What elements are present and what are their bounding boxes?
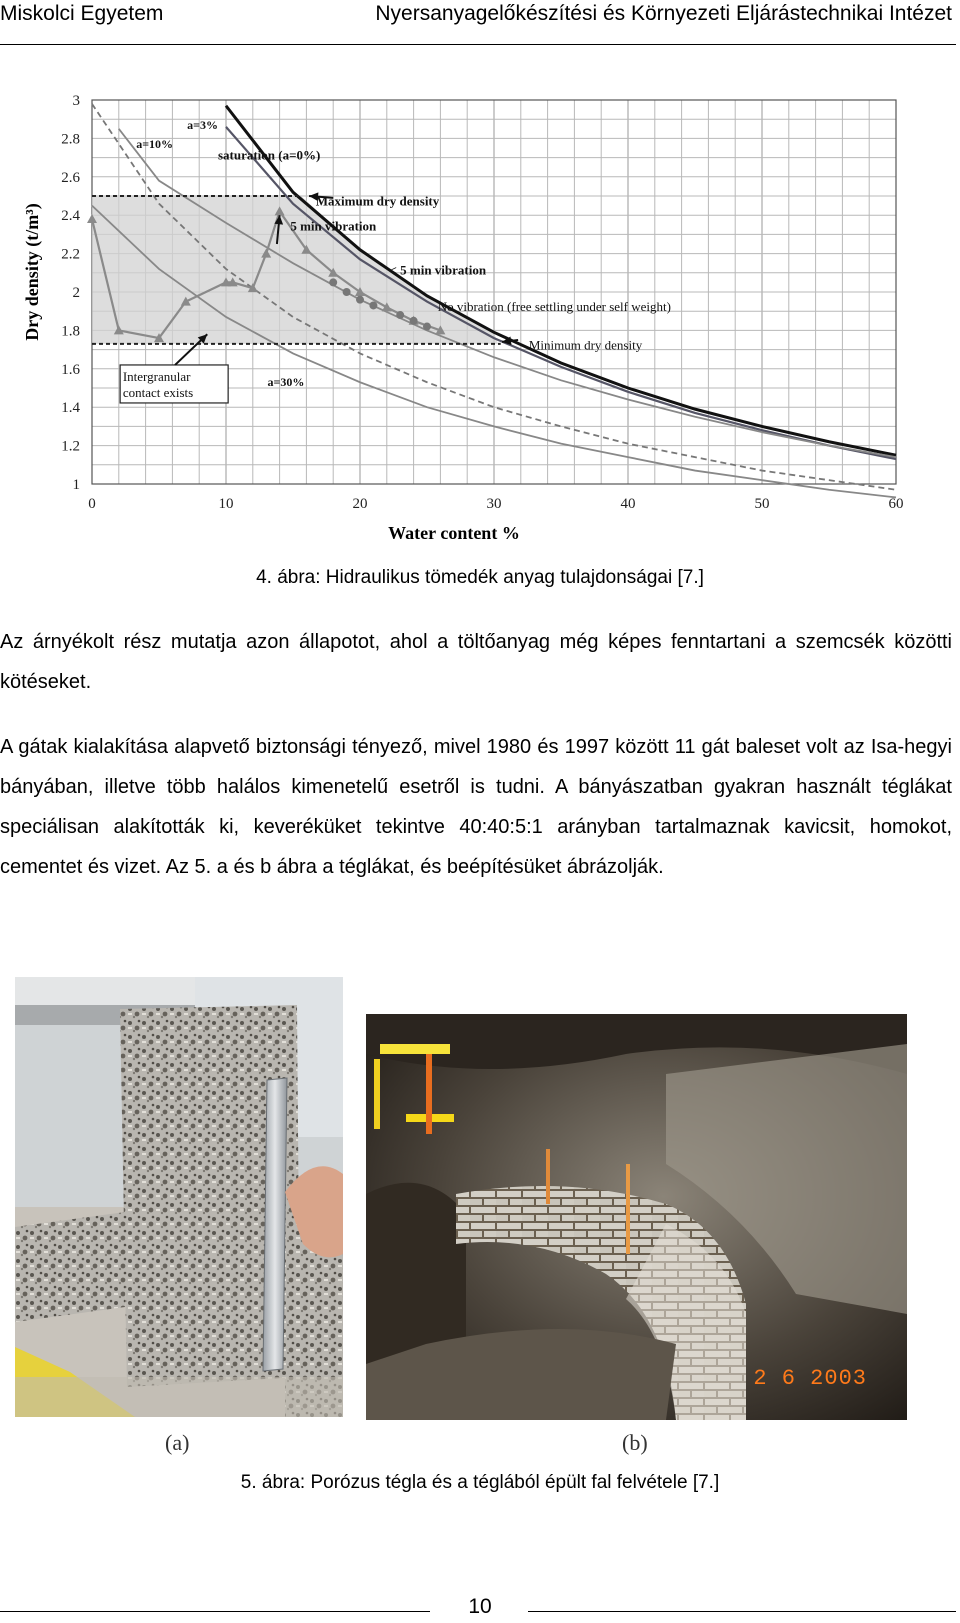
y-tick-label: 2.4: [61, 208, 80, 225]
label-a3: a=3%: [187, 117, 218, 132]
label-min-dry: Minimum dry density: [528, 337, 643, 353]
data-point: [343, 288, 351, 296]
page-number: 10: [468, 1595, 492, 1618]
wall-photo: [366, 1014, 907, 1420]
label-intergranular-2: contact exists: [122, 384, 194, 400]
y-tick-label: 2.6: [61, 169, 80, 186]
x-tick-label: 10: [218, 496, 234, 512]
label-a30: a=30%: [267, 375, 305, 390]
y-axis-label: Dry density (t/m³): [22, 203, 42, 341]
figure-4-caption: 4. ábra: Hidraulikus tömedék anyag tulajdonságai [7.]: [256, 567, 704, 588]
x-tick-label: 20: [352, 496, 368, 512]
figure-5-caption: 5. ábra: Porózus tégla és a téglából épült fal felvétele [7.]: [240, 1472, 720, 1493]
photo-b-label: (b): [622, 1430, 648, 1455]
data-point: [356, 296, 364, 304]
y-tick-label: 2.8: [61, 131, 80, 148]
y-tick-label: 1.6: [61, 361, 80, 378]
label-vib-lt5: < 5 min vibration: [389, 262, 487, 278]
label-novib: No vibration (free settling under self weight): [437, 299, 671, 315]
y-tick-label: 1.4: [61, 400, 80, 417]
y-tick-label: 2: [72, 285, 80, 301]
label-vib5: 5 min vibration: [290, 218, 377, 234]
dry-density-chart: [20, 86, 910, 556]
label-max-dry: Maximum dry density: [315, 193, 440, 209]
photo-a-label: (a): [165, 1430, 190, 1455]
paragraph-1: Az árnyékolt rész mutatja azon állapotot, ahol a töltőanyag még képes fenntartani a szemcsék közötti kötéseket.: [0, 631, 952, 693]
y-tick-label: 1: [72, 477, 80, 493]
y-tick-label: 3: [72, 93, 80, 109]
x-tick-label: 50: [754, 496, 770, 512]
x-tick-label: 30: [486, 496, 502, 512]
label-a10: a=10%: [136, 137, 174, 151]
data-point: [369, 301, 377, 309]
page-header: [0, 0, 960, 48]
data-point: [410, 317, 418, 325]
y-tick-label: 2.2: [61, 246, 80, 263]
y-tick-label: 1.8: [61, 323, 80, 340]
footer-rule-right: [528, 1611, 956, 1612]
brick-photo: [15, 977, 343, 1417]
y-tick-label: 1.2: [61, 438, 80, 455]
x-axis-label: Water content %: [388, 523, 520, 543]
header-rule: [0, 44, 956, 45]
data-point: [329, 278, 337, 286]
institute-name: Nyersanyagelőkészítési és Környezeti Eljárástechnikai Intézet: [375, 2, 952, 25]
x-tick-label: 40: [620, 496, 636, 512]
x-tick-label: 0: [88, 496, 96, 512]
photo-date-stamp: 2 6 2003: [753, 1366, 867, 1391]
data-point: [396, 311, 404, 319]
footer-rule-left: [0, 1611, 430, 1612]
x-tick-label: 60: [888, 496, 904, 512]
label-saturation: saturation (a=0%): [217, 147, 321, 163]
label-intergranular-1: Intergranular: [122, 368, 191, 384]
university-name: Miskolci Egyetem: [0, 2, 164, 25]
paragraph-2: A gátak kialakítása alapvető biztonsági tényező, mivel 1980 és 1997 között 11 gát baleset volt az Isa-hegyi bányában, illetve több halálos kimenetelű esetről is tudni. A bányászatban gyakran használt téglákat speciálisan alakították ki, keveréküket tekintve 40:40:5:1 arányban tartalmaznak kavicsit, homokot, cementet és vizet. Az 5. a és b ábra a téglákat, és beépítésüket ábrázolják.: [0, 736, 952, 878]
data-point: [423, 323, 431, 331]
